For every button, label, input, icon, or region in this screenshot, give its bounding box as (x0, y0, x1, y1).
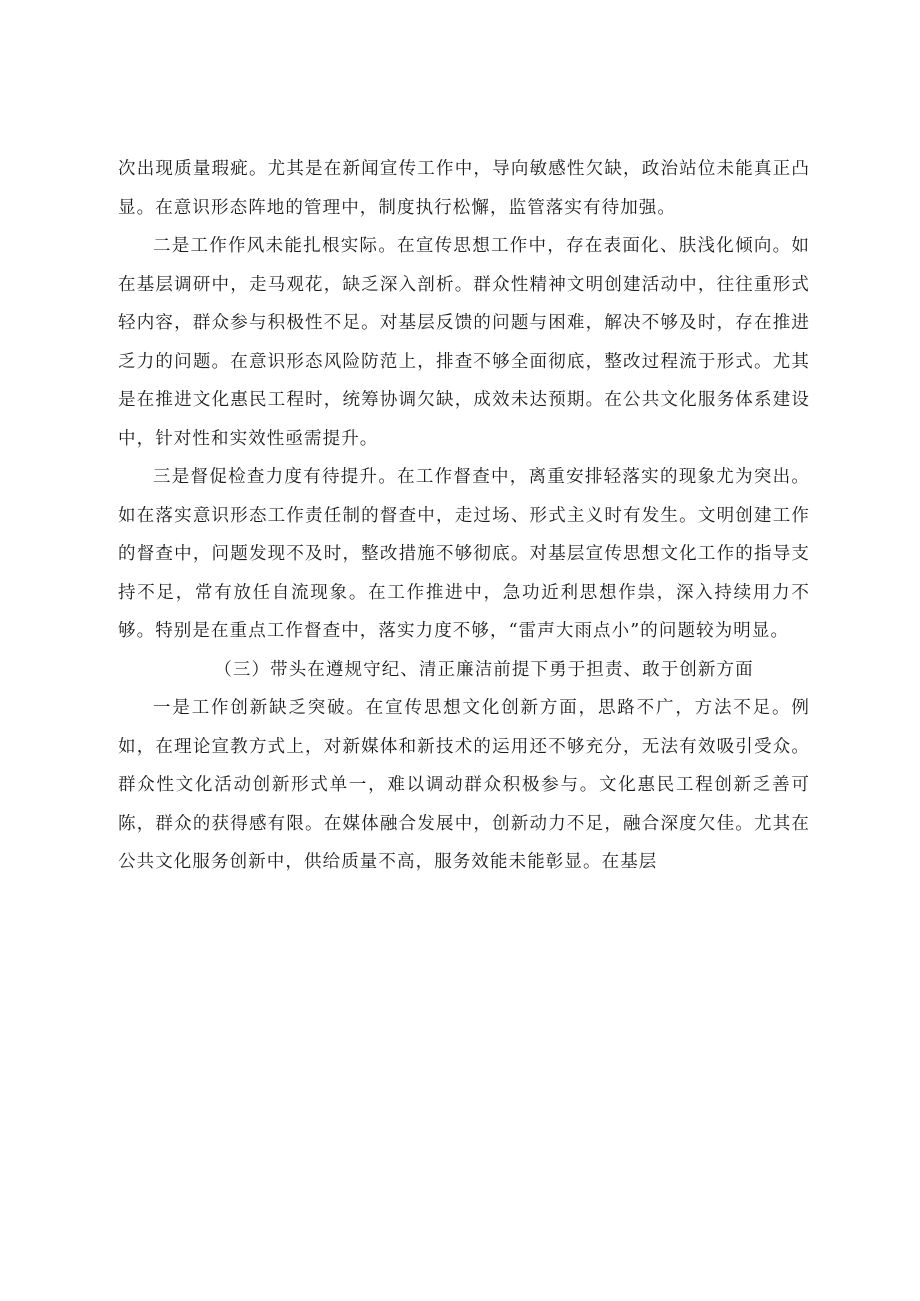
paragraph-supervision: 三是督促检查力度有待提升。在工作督查中，离重安排轻落实的现象尤为突出。如在落实意识形态工作责任制的督查中，走过场、形式主义时有发生。文明创建工作的督查中，问题发现不及时，整改措施不够彻底。对基层宣传思想文化工作的指导支持不足，常有放任自流现象。在工作推进中，急功近利思想作祟，深入持续用力不够。特别是在重点工作督查中，落实力度不够，“雷声大雨点小”的问题较为明显。 (118, 467, 810, 641)
section-heading: （三）带头在遵规守纪、清正廉洁前提下勇于担责、敢于创新方面 (214, 659, 754, 680)
paragraph-work-style: 二是工作作风未能扎根实际。在宣传思想工作中，存在表面化、肤浅化倾向。如在基层调研中，走马观花，缺乏深入剖析。群众性精神文明创建活动中，往往重形式轻内容，群众参与积极性不足。对基层反馈的问题与困难，解决不够及时，存在推进乏力的问题。在意识形态风险防范上，排查不够全面彻底，整改过程流于形式。尤其是在推进文化惠民工程时，统筹协调欠缺，成效未达预期。在公共文化服务体系建设中，针对性和实效性亟需提升。 (118, 236, 810, 449)
paragraph-continuation: 次出现质量瑕疵。尤其是在新闻宣传工作中，导向敏感性欠缺，政治站位未能真正凸显。在意识形态阵地的管理中，制度执行松懈，监管落实有待加强。 (118, 159, 810, 218)
document-body (118, 150, 810, 882)
paragraph-innovation: 一是工作创新缺乏突破。在宣传思想文化创新方面，思路不广，方法不足。例如，在理论宣教方式上，对新媒体和新技术的运用还不够充分，无法有效吸引受众。群众性文化活动创新形式单一，难以调动群众积极参与。文化惠民工程创新乏善可陈，群众的获得感有限。在媒体融合发展中，创新动力不足，融合深度欠佳。尤其在公共文化服务创新中，供给质量不高，服务效能未能彰显。在基层 (118, 698, 810, 872)
